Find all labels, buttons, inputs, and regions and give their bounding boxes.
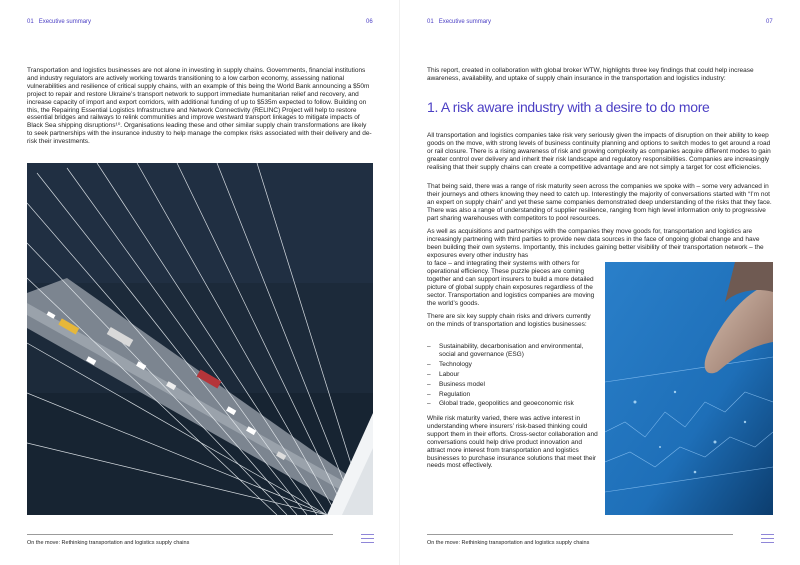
right-page [400,0,800,565]
menu-icon[interactable] [361,534,374,546]
bullet-dash: – [427,360,431,368]
section-header [27,19,91,25]
list-item: – Labour [427,370,460,378]
footer-rule [27,534,333,535]
paragraph-1: All transportation and logistics companies take risk very seriously given the impacts of disruption on their ability to keep goods on the move, with strong levels of business continuity planning and options to switch modes to get around a road or rail closure. There is a rising awareness of risk and growing complexity as companies acquire different modes to gain greater control over delivery and inherit their risk landscape and regulatory responsibilities. Companies are increasingly realising that their supply chains can create a competitive advantage and are not simply a target for cost efficiencies. [427,132,771,171]
hand-touching-digital-screen-photo [605,262,773,515]
bullet-dash: – [427,390,431,398]
risk-list [427,343,597,410]
list-item: – Sustainability, decarbonisation and environmental, social and governance (ESG) [427,343,584,358]
page-number: 07 [766,19,773,25]
menu-icon[interactable] [761,534,774,546]
section-heading: 1. A risk aware industry with a desire to do more [427,99,710,115]
section-title: Executive summary [438,19,492,25]
bullet-dash: – [427,370,431,378]
paragraph-4: There are six key supply chain risks and drivers currently on the minds of transportation and logistics businesses: [427,313,591,328]
section-header [427,19,491,25]
footer-rule [427,534,733,535]
section-number: 01 [427,19,434,25]
list-item: – Technology [427,360,472,368]
paragraph-2: That being said, there was a range of risk maturity seen across the companies we spoke with – some very advanced in their journeys and others knowing they need to catch up. Interestingly the majority of conversations started with “I’m not an expert on supply chain” and yet these same companies demonstrated deep understanding of the risks that they face. There was also a range of understanding of supplier resilience, ranging from high level information only to progressive part sharing warehouses with competitors to pool resources. [427,183,772,222]
footer-title: On the move: Rethinking transportation and logistics supply chains [427,540,590,546]
section-title: Executive summary [38,19,92,25]
footer-title: On the move: Rethinking transportation and logistics supply chains [27,540,190,546]
list-item: – Global trade, geopolitics and geoeconomic risk [427,400,574,408]
bullet-dash: – [427,400,431,408]
bullet-dash: – [427,380,431,388]
body-paragraph: Transportation and logistics businesses are not alone in investing in supply chains. Governments, financial institutions and industry regulators are actively working towards transitioning to a low carbon economy, assessing national vulnerabilities and resilience of critical supply chains, with an example of this being the World Bank announcing a $50m project to repair and restore Ukraine’s transport network to support immediate humanitarian relief and recovery, and increase capacity of import and export corridors, with additional funding of up to $535m expected to follow. Building on this, the Repairing Essential Logistics Infrastructure and Network Connectivity (RELINC) Project will help to restore essential bridges and railways to relink communities and improve westward transport linkages to mitigate impacts of Black Sea shipping disruptions¹⁰. Organisations leading these and other similar supply chain transformations are likely to seek partnerships with the insurance industry to help manage the complex risks associated with their delivery and de-risk their investments. [27,67,372,146]
list-item: – Regulation [427,390,471,398]
paragraph-5: While risk maturity varied, there was active interest in understanding where insurers’ risk-based thinking could support them in their efforts. Cross-sector collaboration and conversations could help drive product innovation and attract more interest from transportation and logistics businesses to purchase insurance solutions that meet their needs most effectively. [427,415,598,470]
paragraph-3a: As well as acquisitions and partnerships with the companies they move goods for, transportation and logistics are increasingly partnering with third parties to provide new data sources in the face of ongoing global change and have been building their own systems. Importantly, this includes gaining better visibility of their transportation network – the exposures every other industry has [427,228,764,259]
intro-paragraph: This report, created in collaboration with global broker WTW, highlights three key findings that could help increase awareness, availability, and uptake of supply chain insurance in the transportation and logistics industry: [427,67,754,82]
bridge-aerial-photo [27,163,373,515]
paragraph-3b: to face – and integrating their systems with others for operational efficiency. These puzzle pieces are coming together and can support insurers to build a more detailed picture of global supply chain exposures regardless of the sector. Transportation and logistics companies are moving the world’s goods. [427,260,595,307]
list-item: – Business model [427,380,485,388]
page-number: 06 [366,19,373,25]
section-number: 01 [27,19,34,25]
bullet-dash: – [427,343,431,350]
